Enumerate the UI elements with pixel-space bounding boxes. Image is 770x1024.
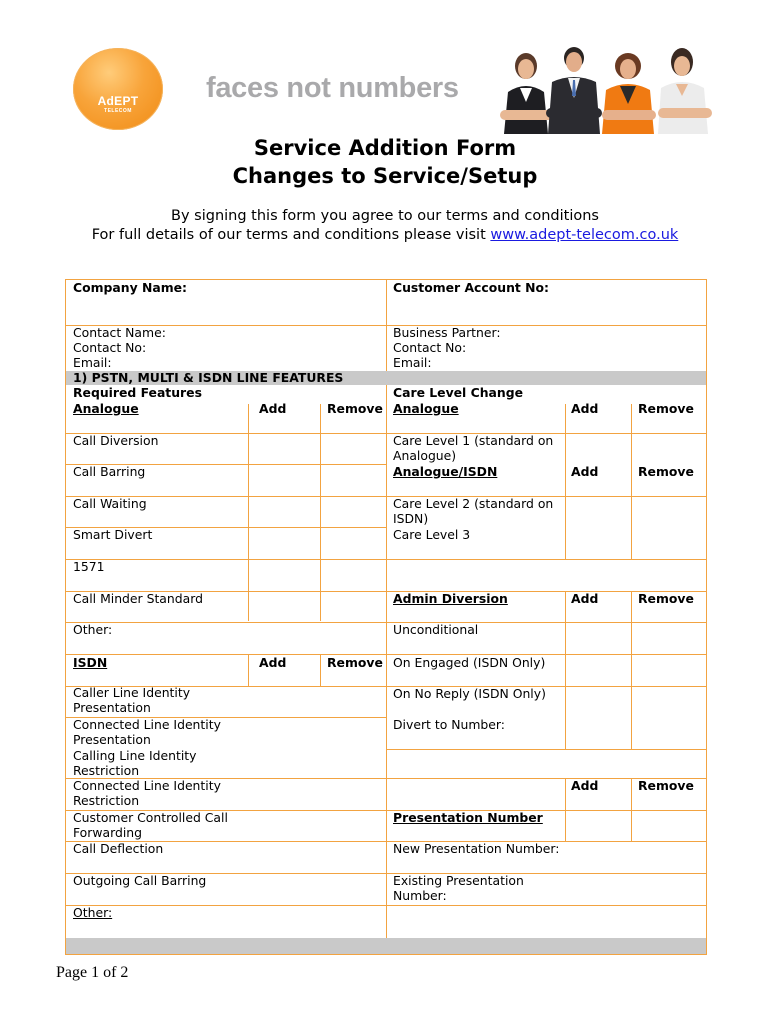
feature-call-barring: Call Barring xyxy=(73,464,146,479)
add-column-header: Add xyxy=(571,401,599,416)
partner-email-label: Email: xyxy=(393,355,432,370)
grid-line xyxy=(565,404,566,560)
care-level-2: Care Level 2 (standard on ISDN) xyxy=(393,496,554,526)
grid-line xyxy=(248,654,249,686)
add-column-header: Add xyxy=(571,464,599,479)
partner-contact-no-label: Contact No: xyxy=(393,340,467,355)
service-addition-form xyxy=(65,279,707,955)
required-features-heading: Required Features xyxy=(73,385,202,400)
person-figure xyxy=(602,53,656,134)
grid-line xyxy=(248,404,249,621)
divert-to-number: Divert to Number: xyxy=(393,717,505,732)
remove-column-header: Remove xyxy=(638,778,694,793)
business-partner-label: Business Partner: xyxy=(393,325,501,340)
logo-brand: AdEPT xyxy=(97,94,139,108)
feature-1571: 1571 xyxy=(73,559,105,574)
isdn-heading: ISDN xyxy=(73,655,108,670)
grid-line xyxy=(320,404,321,621)
form-footer-band xyxy=(66,938,706,954)
grid-line xyxy=(66,622,706,623)
isdn-feature-ccf: Customer Controlled Call Forwarding xyxy=(73,810,228,840)
feature-smart-divert: Smart Divert xyxy=(73,527,153,542)
add-column-header: Add xyxy=(259,401,287,416)
add-column-header: Add xyxy=(571,778,599,793)
grid-line xyxy=(320,654,321,686)
remove-column-header: Remove xyxy=(638,401,694,416)
grid-line xyxy=(386,749,706,750)
care-level-1: Care Level 1 (standard on Analogue) xyxy=(393,433,554,463)
presentation-number-heading: Presentation Number xyxy=(393,810,543,825)
feature-call-diversion: Call Diversion xyxy=(73,433,159,448)
grid-line xyxy=(66,905,706,906)
analogue-heading: Analogue xyxy=(73,401,139,416)
grid-line xyxy=(565,591,566,749)
customer-account-label: Customer Account No: xyxy=(393,280,549,295)
isdn-feature-outgoing-barring: Outgoing Call Barring xyxy=(73,873,207,888)
new-presentation-number: New Presentation Number: xyxy=(393,841,560,856)
person-figure xyxy=(500,53,554,134)
tagline: faces not numbers xyxy=(206,72,459,104)
remove-column-header: Remove xyxy=(327,401,383,416)
grid-line xyxy=(66,496,706,497)
form-title: Service Addition Form xyxy=(253,136,517,160)
remove-column-header: Remove xyxy=(327,655,383,670)
isdn-feature-clip: Caller Line Identity Presentation xyxy=(73,685,191,715)
grid-line xyxy=(66,433,706,434)
analogue-isdn-heading: Analogue/ISDN xyxy=(393,464,498,479)
contact-no-label: Contact No: xyxy=(73,340,147,355)
care-level-change-heading: Care Level Change xyxy=(393,385,523,400)
grid-line xyxy=(631,591,632,749)
terms-details-prefix: For full details of our terms and conditions please visit xyxy=(91,227,491,243)
isdn-feature-other: Other: xyxy=(73,905,113,920)
website-link[interactable]: www.adept-telecom.co.uk xyxy=(490,227,679,243)
isdn-feature-colr: Connected Line Identity Restriction xyxy=(73,778,221,808)
email-label: Email: xyxy=(73,355,112,370)
diversion-on-engaged: On Engaged (ISDN Only) xyxy=(393,655,546,670)
isdn-feature-call-deflection: Call Deflection xyxy=(73,841,164,856)
feature-other: Other: xyxy=(73,622,113,637)
logo-sub: TELECOM xyxy=(104,108,132,114)
add-column-header: Add xyxy=(571,591,599,606)
diversion-unconditional: Unconditional xyxy=(393,622,479,637)
care-analogue-heading: Analogue xyxy=(393,401,459,416)
company-name-label: Company Name: xyxy=(73,280,187,295)
adept-logo xyxy=(73,48,163,130)
staff-photo xyxy=(498,44,712,134)
terms-agreement-text: By signing this form you agree to our terms and conditions xyxy=(171,208,599,224)
feature-call-waiting: Call Waiting xyxy=(73,496,147,511)
grid-line xyxy=(386,385,387,938)
care-level-3: Care Level 3 xyxy=(393,527,471,542)
isdn-feature-colp: Connected Line Identity Presentation xyxy=(73,717,221,747)
diversion-on-no-reply: On No Reply (ISDN Only) xyxy=(393,686,546,701)
page-number: Page 1 of 2 xyxy=(56,964,129,981)
grid-line xyxy=(66,559,706,560)
isdn-feature-clir: Calling Line Identity Restriction xyxy=(73,748,197,778)
person-figure xyxy=(658,48,712,134)
feature-call-minder: Call Minder Standard xyxy=(73,591,203,606)
terms-details-text xyxy=(0,227,770,243)
add-column-header: Add xyxy=(259,655,287,670)
person-figure xyxy=(546,47,602,134)
contact-name-label: Contact Name: xyxy=(73,325,166,340)
remove-column-header: Remove xyxy=(638,591,694,606)
grid-line xyxy=(66,654,706,655)
existing-presentation-number: Existing Presentation Number: xyxy=(393,873,524,903)
section-1-heading: 1) PSTN, MULTI & ISDN LINE FEATURES xyxy=(73,370,344,385)
grid-line xyxy=(631,404,632,560)
admin-diversion-heading: Admin Diversion xyxy=(393,591,508,606)
remove-column-header: Remove xyxy=(638,464,694,479)
form-subtitle: Changes to Service/Setup xyxy=(232,164,538,188)
